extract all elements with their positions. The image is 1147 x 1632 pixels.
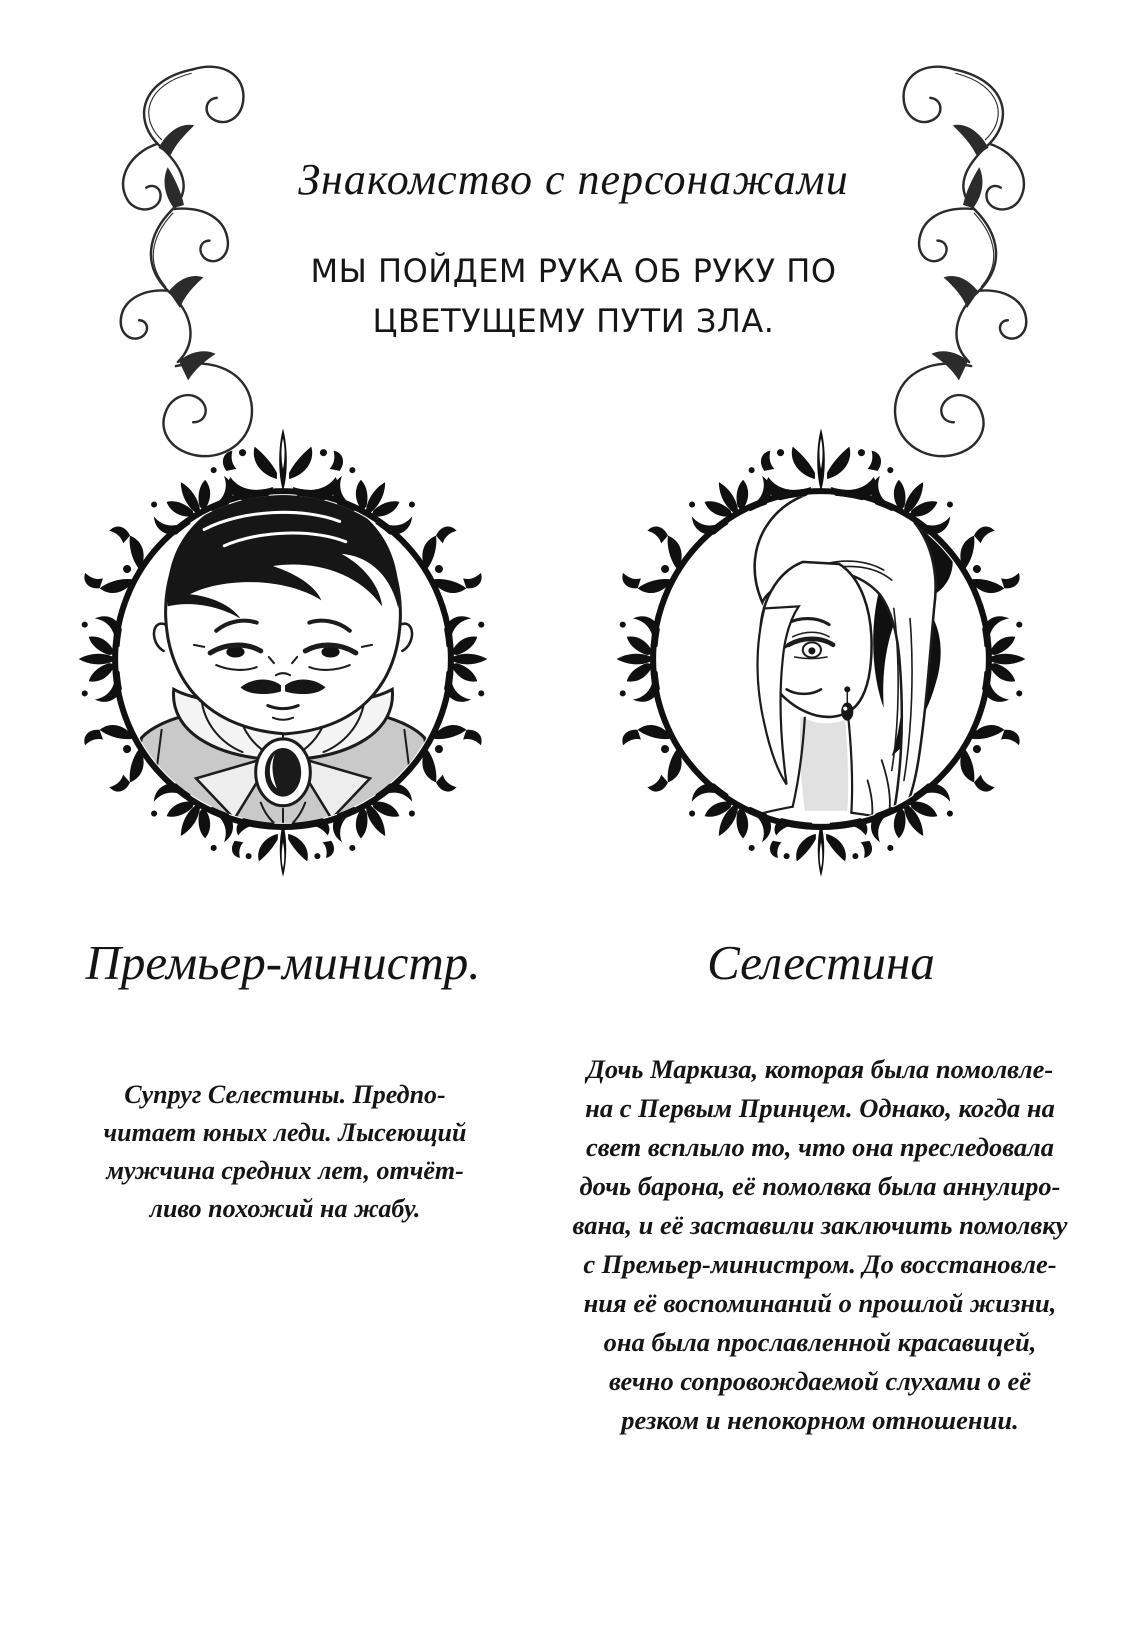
character-description-celestina	[560, 1050, 1080, 1440]
description-line: дочь барона, её помолвка была аннулиро-	[579, 1171, 1061, 1201]
description-line: ливо похожий на жабу.	[149, 1194, 421, 1223]
description-line: читает юных леди. Лысеющий	[103, 1118, 467, 1147]
description-line: Дочь Маркиза, которая была помолвле-	[586, 1054, 1054, 1084]
tagline-line-2: ЦВЕТУЩЕМУ ПУТИ ЗЛА.	[372, 302, 775, 340]
description-line: она была прославленной красавицей,	[603, 1327, 1037, 1357]
description-line: Супруг Селестины. Предпо-	[124, 1080, 446, 1109]
description-line: с Премьер-министром. До восстановле-	[583, 1249, 1057, 1279]
character-name-celestina: Селестина	[707, 935, 935, 990]
description-line: вечно сопровождаемой слухами о её	[608, 1366, 1032, 1396]
description-line: мужчина средних лет, отчёт-	[106, 1156, 464, 1185]
description-line: свет всплыло то, что она преследовала	[585, 1132, 1055, 1162]
tagline-line-1: МЫ ПОЙДЕМ РУКА ОБ РУКУ ПО	[310, 252, 837, 290]
description-line: резком и непокорном отношении.	[621, 1405, 1019, 1435]
tagline	[0, 246, 1147, 346]
description-line: ния её воспоминаний о прошлой жизни,	[583, 1288, 1057, 1318]
description-line: вана, и её заставили заключить помолвку	[572, 1210, 1068, 1240]
page-title: Знакомство с персонажами	[298, 155, 849, 204]
celestina-framed-portrait	[578, 394, 1064, 920]
character-name-prime-minister: Премьер-министр.	[85, 935, 481, 990]
character-description-prime-minister	[55, 1076, 515, 1228]
prime-minister-framed-portrait	[40, 394, 526, 920]
description-line: на с Первым Принцем. Однако, когда на	[585, 1093, 1055, 1123]
